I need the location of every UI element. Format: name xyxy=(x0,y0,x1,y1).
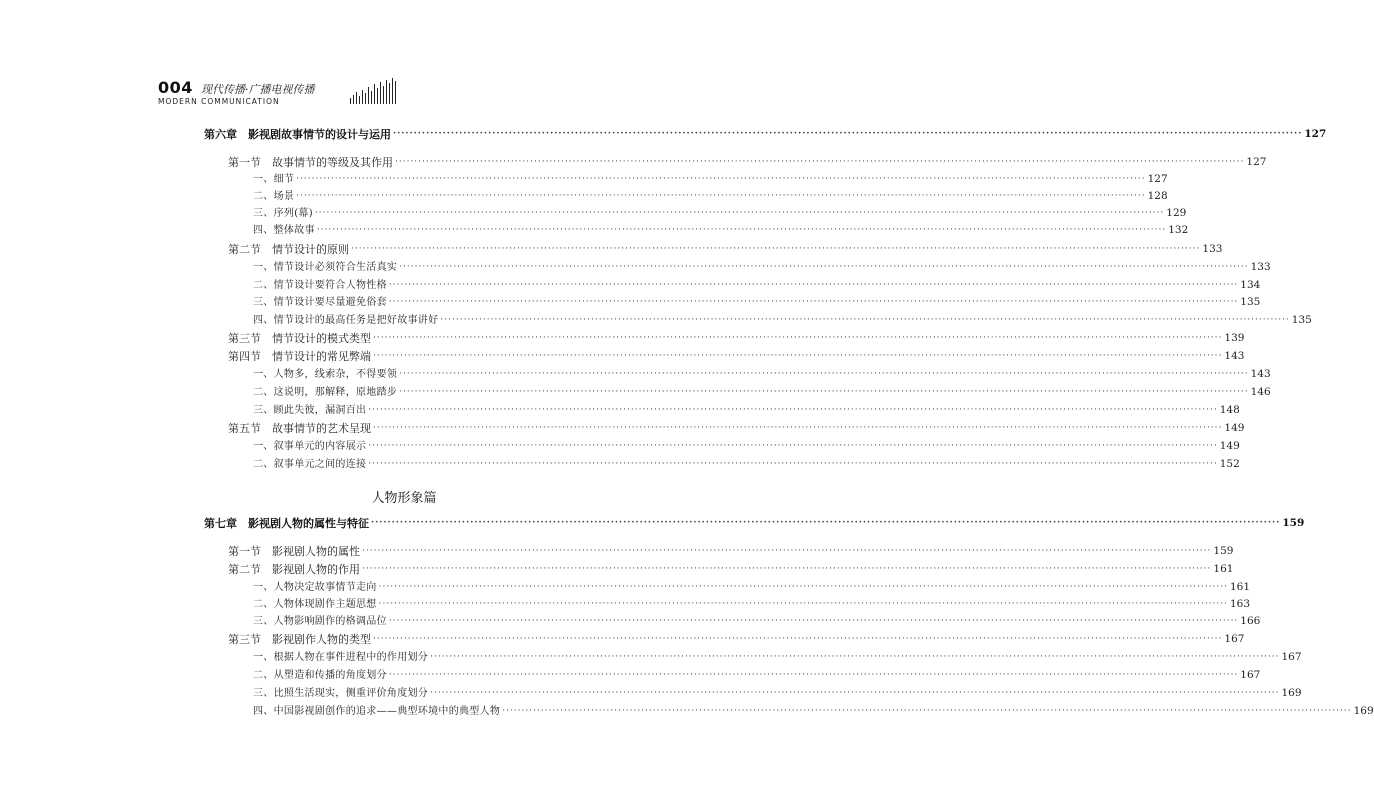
leader-dots: ···························································································································································································································· xyxy=(368,441,1218,451)
toc-page-number: 167 xyxy=(1224,633,1245,645)
leader-dots: ···························································································································································································································· xyxy=(351,244,1201,254)
toc-page-number: 149 xyxy=(1224,422,1245,434)
toc-entry-label: 二、叙事单元之间的连接 xyxy=(253,459,367,470)
toc-item-row xyxy=(253,277,1261,294)
leader-dots: ···························································································································································································································· xyxy=(373,351,1223,361)
toc-page-number: 143 xyxy=(1250,368,1271,380)
leader-dots: ···························································································································································································································· xyxy=(399,387,1249,397)
leader-dots: ···························································································································································································································· xyxy=(368,405,1218,415)
toc-entry-label: 二、场景 xyxy=(253,191,295,202)
toc-entry-label: 四、情节设计的最高任务是把好故事讲好 xyxy=(253,315,439,326)
toc-entry-label: 第六章 影视剧故事情节的设计与运用 xyxy=(204,128,391,141)
toc-item-row xyxy=(253,685,1302,702)
leader-dots: ···························································································································································································································· xyxy=(373,423,1223,433)
toc-page-number: 127 xyxy=(1304,128,1327,140)
series-subtitle: MODERN COMMUNICATION xyxy=(158,97,280,106)
toc-item-row xyxy=(253,649,1302,666)
toc-section-row xyxy=(228,154,1267,171)
page-number: 004 xyxy=(158,78,193,97)
leader-dots: ···························································································································································································································· xyxy=(440,315,1290,325)
toc-entry-label: 二、这说明，那解释，原地踏步 xyxy=(253,387,398,398)
leader-dots: ···························································································································································································································· xyxy=(316,225,1167,235)
leader-dots: ···························································································································································································································· xyxy=(362,546,1212,556)
toc-item-row xyxy=(253,456,1240,473)
toc-page-number: 127 xyxy=(1147,173,1168,185)
toc-page-number: 133 xyxy=(1202,243,1223,255)
toc-section-row xyxy=(228,543,1234,560)
toc-entry-label: 三、人物影响剧作的格调品位 xyxy=(253,616,387,627)
leader-dots: ···························································································································································································································· xyxy=(430,688,1280,698)
leader-dots: ···························································································································································································································· xyxy=(314,208,1165,218)
toc-entry-label: 第七章 影视剧人物的属性与特征 xyxy=(204,517,369,530)
leader-dots: ···························································································································································································································· xyxy=(399,369,1249,379)
toc-page-number: 166 xyxy=(1240,615,1261,627)
toc-page-number: 159 xyxy=(1213,545,1234,557)
leader-dots: ···························································································································································································································· xyxy=(430,652,1280,662)
toc-page-number: 132 xyxy=(1168,224,1189,236)
toc-item-row xyxy=(253,205,1187,222)
toc-entry-label: 一、人物决定故事情节走向 xyxy=(253,582,377,593)
toc-item-row xyxy=(253,259,1271,276)
toc-entry-label: 第三节 情节设计的模式类型 xyxy=(228,332,371,345)
toc-entry-label: 一、人物多，线索杂，不得要领 xyxy=(253,369,398,380)
toc-section-row xyxy=(228,330,1245,347)
toc-entry-label: 三、比照生活现实，侧重评价角度划分 xyxy=(253,688,429,699)
toc-section-row xyxy=(228,348,1245,365)
toc-entry-label: 第二节 影视剧人物的作用 xyxy=(228,563,360,576)
leader-dots: ···························································································································································································································· xyxy=(373,634,1223,644)
leader-dots: ···························································································································································································································· xyxy=(388,670,1239,680)
toc-page-number: 169 xyxy=(1353,705,1374,717)
toc-entry-label: 二、人物体现剧作主题思想 xyxy=(253,599,377,610)
toc-entry-label: 三、顾此失彼，漏洞百出 xyxy=(253,405,367,416)
toc-entry-label: 二、从塑造和传播的角度划分 xyxy=(253,670,387,681)
leader-dots: ···························································································································································································································· xyxy=(393,129,1303,139)
leader-dots: ···························································································································································································································· xyxy=(399,262,1249,272)
toc-entry-label: 第二节 情节设计的原则 xyxy=(228,243,349,256)
toc-page-number: 169 xyxy=(1281,687,1302,699)
leader-dots: ···························································································································································································································· xyxy=(373,333,1223,343)
toc-page-number: 128 xyxy=(1147,190,1168,202)
leader-dots: ···························································································································································································································· xyxy=(388,616,1239,626)
toc-page-number: 167 xyxy=(1240,669,1261,681)
toc-page-number: 134 xyxy=(1240,279,1261,291)
toc-page-number: 148 xyxy=(1219,404,1240,416)
leader-dots: ···························································································································································································································· xyxy=(395,157,1245,167)
toc-entry-label: 三、情节设计要尽量避免俗套 xyxy=(253,297,387,308)
leader-dots: ···························································································································································································································· xyxy=(371,518,1281,528)
toc-page-number: 161 xyxy=(1213,563,1234,575)
toc-page-number: 146 xyxy=(1250,386,1271,398)
leader-dots: ···························································································································································································································· xyxy=(502,706,1352,716)
leader-dots: ···························································································································································································································· xyxy=(388,297,1239,307)
toc-item-row xyxy=(253,188,1168,205)
toc-item-row xyxy=(253,294,1261,311)
toc-section-row xyxy=(228,420,1245,437)
toc-item-row xyxy=(253,613,1261,630)
toc-page-number: 152 xyxy=(1219,458,1240,470)
toc-entry-label: 第五节 故事情节的艺术呈现 xyxy=(228,422,371,435)
toc-item-row xyxy=(253,703,1374,720)
toc-chapter-row xyxy=(204,126,1327,143)
toc-entry-label: 一、叙事单元的内容展示 xyxy=(253,441,367,452)
toc-section-row xyxy=(228,631,1245,648)
toc-item-row xyxy=(253,384,1271,401)
toc-entry-label: 三、序列(幕) xyxy=(253,208,313,219)
leader-dots: ···························································································································································································································· xyxy=(388,280,1239,290)
toc-item-row xyxy=(253,579,1251,596)
toc-entry-label: 四、中国影视剧创作的追求——典型环境中的典型人物 xyxy=(253,706,501,717)
toc-entry-label: 第一节 故事情节的等级及其作用 xyxy=(228,156,393,169)
toc-entry-label: 第三节 影视剧作人物的类型 xyxy=(228,633,371,646)
barcode-graphic-icon xyxy=(350,78,400,104)
toc-page-number: 135 xyxy=(1291,314,1312,326)
toc-entry-label: 四、整体故事 xyxy=(253,225,315,236)
toc-entry-label: 一、情节设计必须符合生活真实 xyxy=(253,262,398,273)
part-title: 人物形象篇 xyxy=(371,491,437,506)
toc-item-row xyxy=(253,366,1271,383)
toc-page-number: 139 xyxy=(1224,332,1245,344)
toc-page-number: 135 xyxy=(1240,296,1261,308)
toc-section-row xyxy=(228,241,1223,258)
running-header xyxy=(158,78,398,108)
toc-entry-label: 二、情节设计要符合人物性格 xyxy=(253,280,387,291)
toc-item-row xyxy=(253,402,1240,419)
leader-dots: ···························································································································································································································· xyxy=(378,582,1228,592)
leader-dots: ···························································································································································································································· xyxy=(378,599,1228,609)
toc-item-row xyxy=(253,171,1168,188)
leader-dots: ···························································································································································································································· xyxy=(368,459,1218,469)
toc-entry-label: 第一节 影视剧人物的属性 xyxy=(228,545,360,558)
leader-dots: ···························································································································································································································· xyxy=(296,191,1146,201)
toc-page-number: 129 xyxy=(1166,207,1187,219)
toc-chapter-row xyxy=(204,515,1305,532)
toc-page-number: 133 xyxy=(1250,261,1271,273)
toc-item-row xyxy=(253,312,1312,329)
toc-page-number: 149 xyxy=(1219,440,1240,452)
toc-page-number: 163 xyxy=(1230,598,1251,610)
toc-entry-label: 一、细节 xyxy=(253,174,295,185)
toc-page-number: 127 xyxy=(1246,156,1267,168)
leader-dots: ···························································································································································································································· xyxy=(296,174,1146,184)
series-title: 现代传播·广播电视传播 xyxy=(201,83,315,96)
toc-item-row xyxy=(253,596,1251,613)
toc-page-number: 167 xyxy=(1281,651,1302,663)
toc-entry-label: 第四节 情节设计的常见弊端 xyxy=(228,350,371,363)
toc-item-row xyxy=(253,667,1261,684)
toc-page-number: 159 xyxy=(1282,517,1305,529)
toc-entry-label: 一、根据人物在事件进程中的作用划分 xyxy=(253,652,429,663)
toc-item-row xyxy=(253,438,1240,455)
toc-section-row xyxy=(228,561,1234,578)
toc-page-number: 143 xyxy=(1224,350,1245,362)
toc-item-row xyxy=(253,222,1189,239)
leader-dots: ···························································································································································································································· xyxy=(362,564,1212,574)
toc-page-number: 161 xyxy=(1230,581,1251,593)
